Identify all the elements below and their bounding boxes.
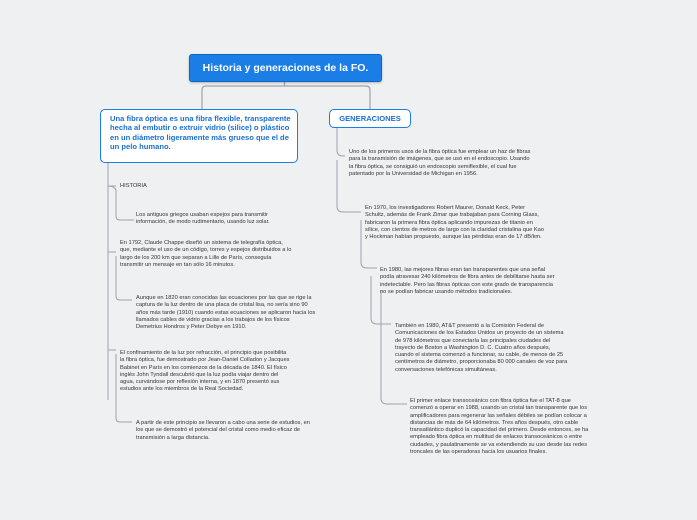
generaciones-topic[interactable]: GENERACIONES [329, 109, 411, 128]
definition-topic[interactable]: Una fibra óptica es una fibra flexible, transparente hecha al embutir o extruir vidrio (silice) o plástico en un diámetro ligeramente más grueso que el de un pelo humano. [100, 109, 298, 163]
historia-item-4[interactable]: El confinamiento de la luz por refracción, el principio que posibilita la fibra óptica, fue demostrado por Jean-Daniel Colladon y Jacques Babinet en París en los comienzos de la década de 1840. El físico inglés John Tyndall descubrió que la luz podía viajar dentro del agua, curvándose por reflexión interna, y en 1870 presentó sus estudios ante los miembros de la Real Sociedad. [120, 350, 290, 393]
generaciones-item-2[interactable]: En 1970, los investigadores Robert Maurer, Donald Keck, Peter Schultz, además de Frank Zimar que trabajaban para Corning Glass, fabricaron la primera fibra óptica aplicando impurezas de titanio en sílice, con cientos de metros de largo con la claridad cristalina que Kao y Hockman habían propuesto, aunque las pérdidas eran de 17 dB/km. [365, 205, 544, 241]
historia-label[interactable]: HISTORIA [120, 183, 147, 189]
historia-item-2[interactable]: En 1792, Claude Chappe diseñó un sistema de telegrafía óptica, que, mediante el uso de un código, torres y espejos distribuidos a lo largo de los 200 km que separan a Lille de París, conseguía transmitir un mensaje en tan sólo 16 minutos. [120, 240, 292, 268]
generaciones-item-1[interactable]: Uno de los primeros usos de la fibra óptica fue emplear un haz de fibras para la transmisión de imágenes, que se usó en el endoscopio. Usando la fibra óptica, se consiguió un endoscopio semiflexible, el cual fue patentado por la Universidad de Michigan en 1956. [349, 149, 531, 177]
historia-item-1[interactable]: Los antiguos griegos usaban espejos para transmitir información, de modo rudimentario, usando luz solar. [136, 212, 270, 226]
historia-item-3[interactable]: Aunque en 1820 eran conocidas las ecuaciones por las que se rige la captura de la luz dentro de una placa de cristal lisa, no sería sino 90 años más tarde (1910) cuando estas ecuaciones se aplicaron hacia los llamados cables de vidrio gracias a los trabajos de los físicos Demetrius Hondros y Peter Debye en 1910. [136, 295, 316, 331]
historia-item-5[interactable]: A partir de este principio se llevaron a cabo una serie de estudios, en los que se demostró el potencial del cristal como medio eficaz de transmisión a larga distancia. [136, 420, 310, 441]
generaciones-item-3[interactable]: En 1980, las mejores fibras eran tan transparentes que una señal podía atravesar 240 kilómetros de fibra antes de debilitarse hasta ser indetectable. Pero las fibras ópticas con este grado de transparencia no se podían fabricar usando métodos tradicionales. [380, 267, 555, 295]
generaciones-item-4[interactable]: También en 1980, AT&T presentó a la Comisión Federal de Comunicaciones de los Estados Unidos un proyecto de un sistema de 978 kilómetros que conectaría las principales ciudades del trayecto de Boston a Washington D. C. Cuatro años después, cuando el sistema comenzó a funcionar, su cable, de menos de 25 centímetros de diámetro, proporcionaba 80 000 canales de voz para conversaciones telefónicas simultáneas. [395, 323, 568, 373]
generaciones-item-5[interactable]: El primer enlace transoceánico con fibra óptica fue el TAT-8 que comenzó a operar en 1988, usando un cristal tan transparente que los amplificadores para regenerar las señales débiles se podían colocar a distancias de más de 64 kilómetros. Tres años después, otro cable transatlántico duplicó la capacidad del primero. Desde entonces, se ha empleado fibra óptica en multitud de enlaces transoceánicos o entre ciudades, y paulatinamente se va extendiendo su uso desde las redes troncales de las operadoras hacia los usuarios finales. [410, 398, 589, 456]
central-topic[interactable]: Historia y generaciones de la FO. [189, 54, 382, 82]
